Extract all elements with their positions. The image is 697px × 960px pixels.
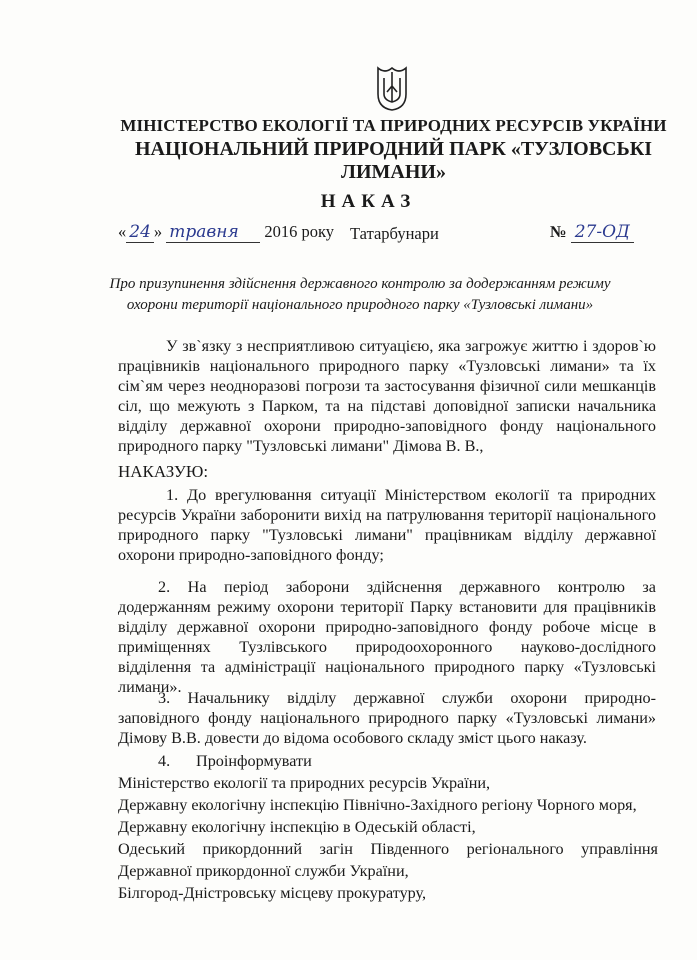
order-number: № 27-ОД	[550, 222, 634, 243]
order-dateline	[118, 220, 658, 248]
order-number-value: 27-ОД	[571, 222, 634, 243]
order-item-4: 4. Проінформувати	[158, 752, 312, 770]
date-month: травня	[166, 222, 260, 243]
trident-icon	[375, 64, 409, 112]
order-date: « 24 » травня 2016 року	[118, 222, 335, 242]
order-item-3: 3. Начальнику відділу державної служби охорони природно-заповідного фонду національного природного парку «Тузловські лимани» Дімову В.В. довести до відома особового складу зміст цього наказу.	[118, 689, 656, 747]
order-subject: Про призупинення здійснення державного контролю за додержанням режиму охорони території національного природного парку «Тузловські лимани»	[109, 276, 611, 313]
date-year: 2016 року	[264, 222, 335, 241]
preamble-paragraph: У зв`язку з несприятливою ситуацією, яка загрожує життю і здоров`ю працівників національного природного парку «Тузловські лимани» та їх сім`ям через неодноразові погрози та застосування фізичної сили мешканців сіл, що межують з Парком, та на підставі доповідної записки начальника відділу державної охорони природно-заповідного фонду національного природного парку "Тузловські лимани" Дімова В. В.,	[118, 337, 656, 455]
document-title: НАКАЗ	[320, 191, 417, 212]
recipient-line: Державну екологічну інспекцію Північно-Західного регіону Чорного моря,	[118, 796, 637, 814]
recipient-line: Міністерство екології та природних ресурсів України,	[118, 774, 491, 792]
recipient-line: Державної прикордонної служби України,	[118, 862, 409, 880]
date-day: 24	[126, 222, 154, 243]
recipient-line: Одеський прикордонний загін Південного регіонального управління	[118, 840, 658, 858]
recipients-list	[118, 772, 658, 904]
recipient-line: Білгород-Дністровську місцеву прокуратуру,	[118, 884, 427, 902]
park-header: НАЦІОНАЛЬНИЙ ПРИРОДНИЙ ПАРК «ТУЗЛОВСЬКІ ЛИМАНИ»	[134, 138, 652, 183]
order-place: Татарбунари	[350, 224, 439, 243]
order-item-2: 2. На період заборони здійснення державного контролю за додержанням режиму охорони території Парку встановити для працівників відділу державної охорони природно-заповідного фонду робоче місце в приміщеннях Тузлівського природоохоронного науково-дослідного відділення та адміністрації національного природного парку «Тузловські лимани».	[118, 578, 656, 696]
recipient-line: Державну екологічну інспекцію в Одеській області,	[118, 818, 476, 836]
directive-heading: НАКАЗУЮ:	[118, 462, 209, 481]
order-item-1: 1. До врегулювання ситуації Міністерством екології та природних ресурсів України заборонити вихід на патрулювання території національного природного парку "Тузловські лимани" працівникам відділу державної охорони природно-заповідного фонду;	[118, 486, 656, 564]
ministry-header: МІНІСТЕРСТВО ЕКОЛОГІЇ ТА ПРИРОДНИХ РЕСУРСІВ УКРАЇНИ	[120, 116, 667, 135]
